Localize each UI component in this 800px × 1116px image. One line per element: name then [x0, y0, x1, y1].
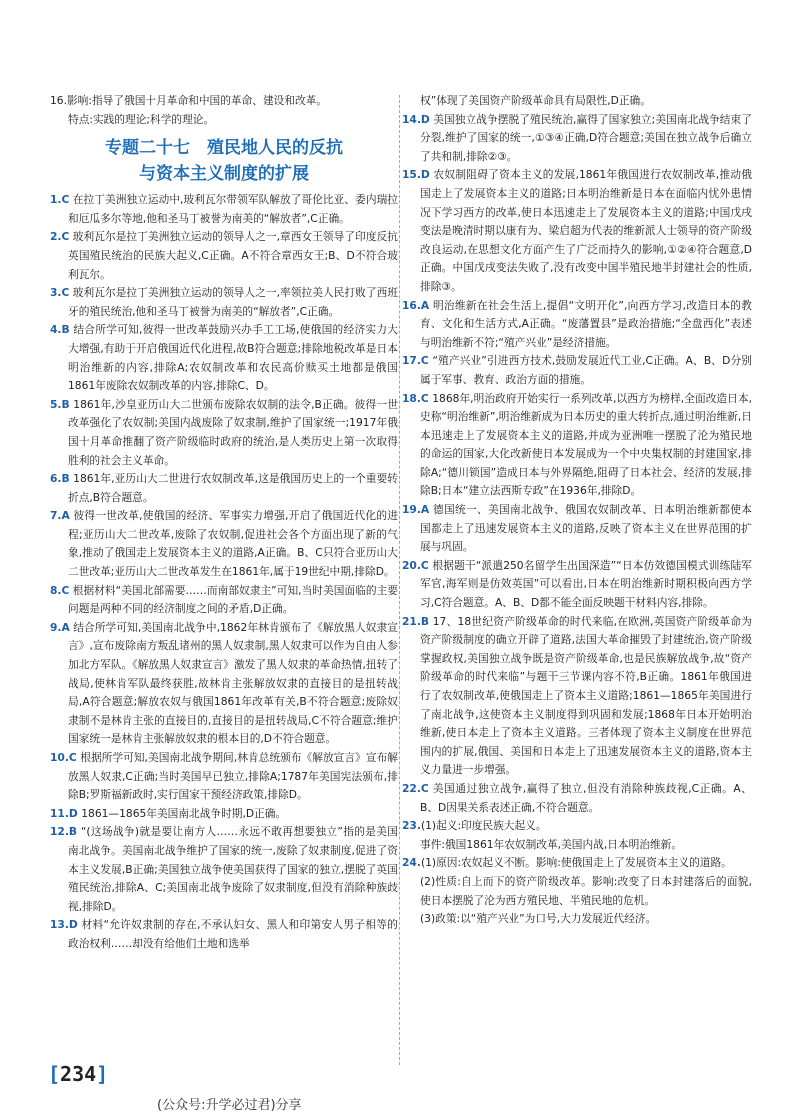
answer-24-number: 24.: [402, 856, 421, 870]
answer-text: 1861年,亚历山大二世进行农奴制改革,这是俄国历史上的一个重要转折点,B符合题意。: [68, 472, 398, 504]
answer-text: 结合所学可知,美国南北战争中,1862年林肯颁布了《解放黑人奴隶宣言》,宣布废除南方叛乱诸州的黑人奴隶制,黑人奴隶可以作为自由人参加北方军队。《解放黑人奴隶宣言》激发了黑人奴隶的革命热情,扭转了战局,使林肯军队最终获胜,故林肯主张解放奴隶的直接目的是扭转战局,A符合题意;解放农奴与俄国1861年改革有关,B不符合题意;废除奴隶制不是林肯主张的直接目的,直接目的是扭转战局,C不符合题意;维护国家统一是林肯主张解放奴隶的根本目的,D不符合题意。: [68, 620, 398, 746]
answer-23: [402, 817, 752, 836]
answer-24-line1: (1)原因:农奴起义不断。影响:使俄国走上了发展资本主义的道路。: [420, 856, 732, 870]
answer-text: 德国统一、美国南北战争、俄国农奴制改革、日本明治维新都使本国都走上了迅速发展资本主义的道路,反映了资本主义在世界范围的扩展与巩固。: [420, 503, 752, 554]
answer-number: 20.C: [402, 558, 429, 572]
answer-text: 根据题干“派遣250名留学生出国深造”“日本仿效德国模式训练陆军军官,海军则是仿效英国”可以看出,日本在明治维新时期积极向西方学习,C符合题意。A、B、D都不能全面反映题干材料内容,排除。: [420, 558, 752, 610]
answer-text: 美国独立战争摆脱了殖民统治,赢得了国家独立;美国南北战争结束了分裂,维护了国家的统一,①③④正确,D符合题意;美国在独立战争后确立了共和制,排除②③。: [420, 112, 752, 163]
answer-number: 18.C: [402, 391, 429, 405]
answer-item: [50, 582, 398, 619]
answer-item: [50, 916, 398, 953]
answer-number: 13.D: [50, 918, 78, 932]
answer-23-line2: 事件:俄国1861年农奴制改革,美国内战,日本明治维新。: [420, 837, 683, 851]
answer-text: 根据材料“美国北部需要……而南部奴隶主”可知,当时美国面临的主要问题是两种不同的经济制度之间的矛盾,D正确。: [68, 583, 398, 616]
answer-23-line1: (1)起义:印度民族大起义。: [420, 819, 547, 833]
left-column: [50, 92, 398, 954]
answer-text: 美国通过独立战争,赢得了独立,但没有消除种族歧视,C正确。A、B、D因果关系表述正确,不符合题意。: [420, 781, 752, 814]
answer-16: [50, 92, 398, 111]
answer-text: 玻利瓦尔是拉丁美洲独立运动的领导人之一,率领拉美人民打败了西班牙的殖民统治,他和圣马丁被誉为南美的“解放者”,C正确。: [68, 286, 398, 318]
answer-number: 4.B: [50, 323, 70, 337]
answer-text: “殖产兴业”引进西方技术,鼓励发展近代工业,C正确。A、B、D分别属于军事、教育、政治方面的措施。: [420, 354, 752, 386]
answer-number: 3.C: [50, 286, 70, 300]
answer-23-number: 23.: [402, 819, 421, 833]
answer-text: 17、18世纪资产阶级革命的时代来临,在欧洲,英国资产阶级革命为资产阶级制度的确立开辟了道路,法国大革命摧毁了封建统治,资产阶级掌握政权,美国独立战争既是资产阶级革命,也是民族解放战争,故“资产阶级革命的时代来临”与题干三节课内容不符,B正确。1861年俄国进行了农奴制改革,使俄国走上了资本主义道路;1861—1865年美国进行了南北战争,这使资本主义制度得到巩固和发展;1868年日本开始明治维新,使日本走上了资本主义道路。三者体现了资本主义制度在世界范围内的扩展,俄国、美国和日本走上了迅速发展资本主义的道路,资本主义力量进一步增强。: [420, 614, 752, 777]
answer-item: [50, 228, 398, 284]
answer-number: 7.A: [50, 509, 70, 523]
answer-item: [402, 613, 752, 780]
answer-24-line3: (3)政策:以“殖产兴业”为口号,大力发展近代经济。: [420, 912, 657, 926]
answer-number: 12.B: [50, 825, 78, 839]
answer-item: [50, 396, 398, 470]
answer-item: [402, 501, 752, 557]
answer-number: 11.D: [50, 806, 78, 820]
answer-text: 玻利瓦尔是拉丁美洲独立运动的领导人之一,章西女王领导了印度反抗英国殖民统治的民族大起义,C正确。A不符合章西女王;B、D不符合玻利瓦尔。: [68, 230, 398, 281]
topic-title-line1: 专题二十七 殖民地人民的反抗: [105, 138, 343, 159]
answer-item: [402, 297, 752, 353]
answer-item: [402, 557, 752, 613]
page-number: [ 234 ]: [48, 1062, 108, 1086]
topic-title-line2: 与资本主义制度的扩展: [139, 164, 309, 185]
answer-text: 根据所学可知,美国南北战争期间,林肯总统颁布《解放宣言》宣布解放黑人奴隶,C正确;当时美国早已独立,排除A;1787年美国宪法颁布,排除B;罗斯福新政时,实行国家干预经济政策,排除D。: [68, 751, 398, 802]
answer-number: 8.C: [50, 583, 70, 597]
answer-text: 材料“允许奴隶制的存在,不承认妇女、黑人和印第安人男子相等的政治权利……却没有给他们土地和选举: [68, 918, 398, 950]
answer-item: [402, 390, 752, 502]
answer-number: 19.A: [402, 503, 430, 517]
answer-24: [402, 854, 752, 873]
answer-item: [50, 284, 398, 321]
answer-item: [50, 823, 398, 916]
footer-share: (公众号:升学必过君)分享: [157, 1098, 302, 1113]
answer-text: 农奴制阻碍了资本主义的发展,1861年俄国进行农奴制改革,推动俄国走上了发展资本主义的道路;日本明治维新是日本在面临内忧外患情况下学习西方的改革,使日本迅速走上了发展资本主义的道路;中国戊戌变法是晚清时期以康有为、梁启超为代表的维新派人士领导的资产阶级改良运动,在思想文化方面产生了广泛而持久的影响,①②④符合题意,D正确。中国戊戌变法失败了,没有改变中国半殖民地半封建社会的性质,排除③。: [420, 168, 752, 293]
right-answer-list: [402, 111, 752, 818]
answer-number: 16.A: [402, 298, 430, 312]
answer-number: 1.C: [50, 193, 70, 207]
answer-24-line2: (2)性质:自上而下的资产阶级改革。影响:改变了日本封建落后的面貌,使日本摆脱了沦为西方殖民地、半殖民地的危机。: [420, 874, 752, 907]
answer-text: 在拉丁美洲独立运动中,玻利瓦尔带领军队解放了哥伦比亚、委内瑞拉和厄瓜多尔等地,他和圣马丁被誉为南美的“解放者”,C正确。: [68, 193, 398, 225]
answer-text: 结合所学可知,彼得一世改革鼓励兴办手工工场,使俄国的经济实力大大增强,有助于开启俄国近代化进程,故B符合题意;排除地税改革是日本明治维新的内容,排除A;农奴制改革和农民高价赎买土地都是俄国1861年废除农奴制改革的内容,排除C、D。: [68, 323, 398, 393]
answer-item: [402, 780, 752, 817]
answer-text: 1861—1865年美国南北战争时期,D正确。: [81, 806, 287, 820]
answer-text: 1868年,明治政府开始实行一系列改革,以西方为榜样,全面改造日本,史称“明治维新”,明治维新成为日本历史的重大转折点,通过明治维新,日本迅速走上了发展资本主义的道路,并成为亚洲唯一摆脱了沦为殖民地的命运的国家,大化改新使日本发展成为一个中央集权制的封建国家,排除A;“德川锁国”造成日本与外界隔绝,阻碍了日本社会、经济的发展,排除B;日本“建立法西斯专政”在1936年,排除D。: [420, 391, 752, 498]
answer-text: 1861年,沙皇亚历山大二世颁布废除农奴制的法令,B正确。彼得一世改革强化了农奴制;美国内战废除了奴隶制,维护了国家统一;1917年俄国十月革命推翻了资产阶级临时政府的统治,是人类历史上第一次取得胜利的社会主义革命。: [68, 397, 399, 467]
answer-number: 2.C: [50, 230, 70, 244]
answer-number: 6.B: [50, 472, 70, 486]
answer-number: 15.D: [402, 168, 430, 182]
answer-item: [402, 166, 752, 296]
answer-number: 10.C: [50, 751, 77, 764]
answer-number: 21.B: [402, 614, 430, 628]
answer-text: “(这场战争)就是要让南方人……永远不敢再想要独立”指的是美国南北战争。美国南北战争维护了国家的统一,废除了奴隶制度,促进了资本主义发展,B正确;美国独立战争使美国获得了国家的独立,摆脱了英国殖民统治,排除A、C;美国南北战争废除了奴隶制度,但没有消除种族歧视,排除D。: [68, 825, 398, 913]
answer-16-text: 16.影响:指导了俄国十月革命和中国的革命、建设和改革。: [50, 94, 328, 107]
answer-item: [50, 805, 398, 824]
answer-item: [50, 191, 398, 228]
left-answer-list: [50, 191, 398, 953]
answer-number: 17.C: [402, 354, 429, 368]
answer-item: [402, 352, 752, 389]
right-column: [402, 92, 752, 929]
answer-number: 9.A: [50, 620, 70, 634]
answer-16-features: 特点:实践的理论;科学的理论。: [68, 112, 215, 126]
answer-item: [50, 507, 398, 581]
answer-number: 14.D: [402, 112, 430, 126]
column-divider: [399, 95, 400, 1065]
continuation-text: 权”体现了美国资产阶级革命具有局限性,D正确。: [420, 94, 651, 107]
answer-text: 明治维新在社会生活上,提倡“文明开化”,向西方学习,改造日本的教育、文化和生活方式,A正确。“废藩置县”是政治措施;“全盘西化”表述与明治维新不符;“殖产兴业”是经济措施。: [420, 298, 752, 349]
answer-item: [50, 321, 398, 395]
answer-item: [50, 470, 398, 507]
answer-text: 彼得一世改革,使俄国的经济、军事实力增强,开启了俄国近代化的进程;亚历山大二世改革,废除了农奴制,促进社会各个方面出现了新的气象,推动了俄国走上发展资本主义的道路,A正确。B、C只符合亚历山大二世改革;亚历山大二世改革发生在1861年,属于19世纪中期,排除D。: [68, 509, 398, 579]
answer-item: [50, 749, 398, 805]
answer-number: 5.B: [50, 397, 70, 411]
answer-item: [50, 619, 398, 749]
answer-item: [402, 111, 752, 167]
answer-number: 22.C: [402, 781, 429, 795]
